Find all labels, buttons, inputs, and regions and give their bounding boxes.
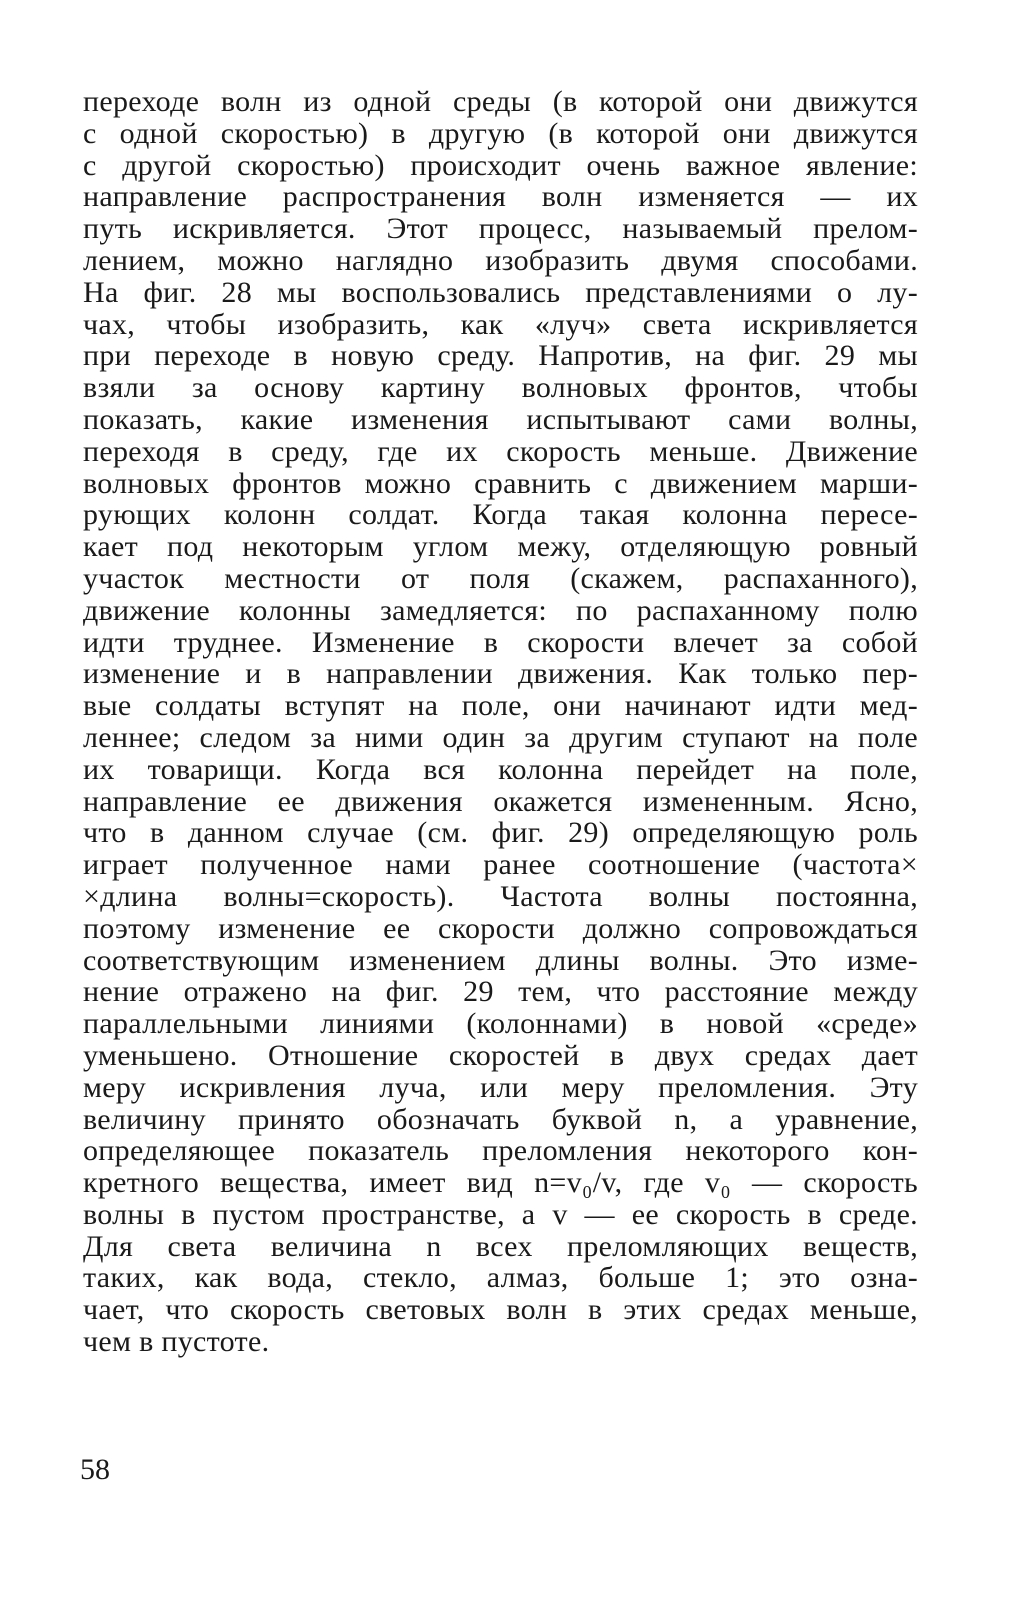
text-line: ×длина волны=скорость). Частота волны постоянна, xyxy=(83,879,918,913)
text-line: волновых фронтов можно сравнить с движением марши- xyxy=(83,466,918,500)
text-line: кает под некоторым углом межу, отделяющую ровный xyxy=(83,530,918,564)
text-line: На фиг. 28 мы воспользовались представлениями о лу- xyxy=(83,275,918,309)
text-line: определяющее показатель преломления некоторого кон- xyxy=(83,1134,918,1168)
text-line: волны в пустом пространстве, а v — ее скорость в среде. xyxy=(83,1197,918,1231)
text-line: чах, чтобы изобразить, как «луч» света искривляется xyxy=(83,307,918,341)
text-line: путь искривляется. Этот процесс, называемый прелом- xyxy=(83,212,918,246)
text-line: с другой скоростью) происходит очень важное явление: xyxy=(83,148,918,182)
text-line: направление распространения волн изменяется — их xyxy=(83,180,918,214)
text-line: таких, как вода, стекло, алмаз, больше 1; это озна- xyxy=(83,1261,918,1295)
text-line: меру искривления луча, или меру преломления. Эту xyxy=(83,1070,918,1104)
text-line: изменение и в направлении движения. Как только пер- xyxy=(83,657,918,691)
text-line: леннее; следом за ними один за другим ступают на поле xyxy=(83,720,918,754)
text-line: переходе волн из одной среды (в которой они движутся xyxy=(83,85,918,118)
text-line: участок местности от поля (скажем, распаханного), xyxy=(83,561,918,595)
text-line: направление ее движения окажется измененным. Ясно, xyxy=(83,784,918,818)
body-text xyxy=(83,86,918,1358)
text-line: Для света величина n всех преломляющих веществ, xyxy=(83,1229,918,1263)
text-line: параллельными линиями (колоннами) в новой «среде» xyxy=(83,1007,918,1041)
text-line: кретного вещества, имеет вид n=v₀/v, где v₀ — скорость xyxy=(83,1166,918,1200)
text-line: с одной скоростью) в другую (в которой они движутся xyxy=(83,116,918,150)
text-line: уменьшено. Отношение скоростей в двух средах дает xyxy=(83,1038,918,1072)
text-line: чает, что скорость световых волн в этих средах меньше, xyxy=(83,1293,918,1327)
text-line: величину принято обозначать буквой n, а уравнение, xyxy=(83,1102,918,1136)
text-line: играет полученное нами ранее соотношение (частота× xyxy=(83,848,918,882)
text-line: переходя в среду, где их скорость меньше. Движение xyxy=(83,434,918,468)
text-line: что в данном случае (см. фиг. 29) определяющую роль xyxy=(83,816,918,850)
text-line: идти труднее. Изменение в скорости влечет за собой xyxy=(83,625,918,659)
text-line: их товарищи. Когда вся колонна перейдет на поле, xyxy=(83,752,918,786)
page-number: 58 xyxy=(80,1453,110,1486)
text-line: показать, какие изменения испытывают сами волны, xyxy=(83,402,918,436)
text-line: соответствующим изменением длины волны. Это изме- xyxy=(83,943,918,977)
text-line: при переходе в новую среду. Напротив, на фиг. 29 мы xyxy=(83,339,918,373)
text-line: движение колонны замедляется: по распаханному полю xyxy=(83,593,918,627)
text-line: лением, можно наглядно изобразить двумя способами. xyxy=(83,243,918,277)
text-line: нение отражено на фиг. 29 тем, что расстояние между xyxy=(83,975,918,1009)
text-line: чем в пустоте. xyxy=(83,1325,270,1359)
text-line: взяли за основу картину волновых фронтов, чтобы xyxy=(83,371,918,405)
text-line: поэтому изменение ее скорости должно сопровождаться xyxy=(83,911,918,945)
text-line: рующих колонн солдат. Когда такая колонна пересе- xyxy=(83,498,918,532)
text-line: вые солдаты вступят на поле, они начинают идти мед- xyxy=(83,689,918,723)
